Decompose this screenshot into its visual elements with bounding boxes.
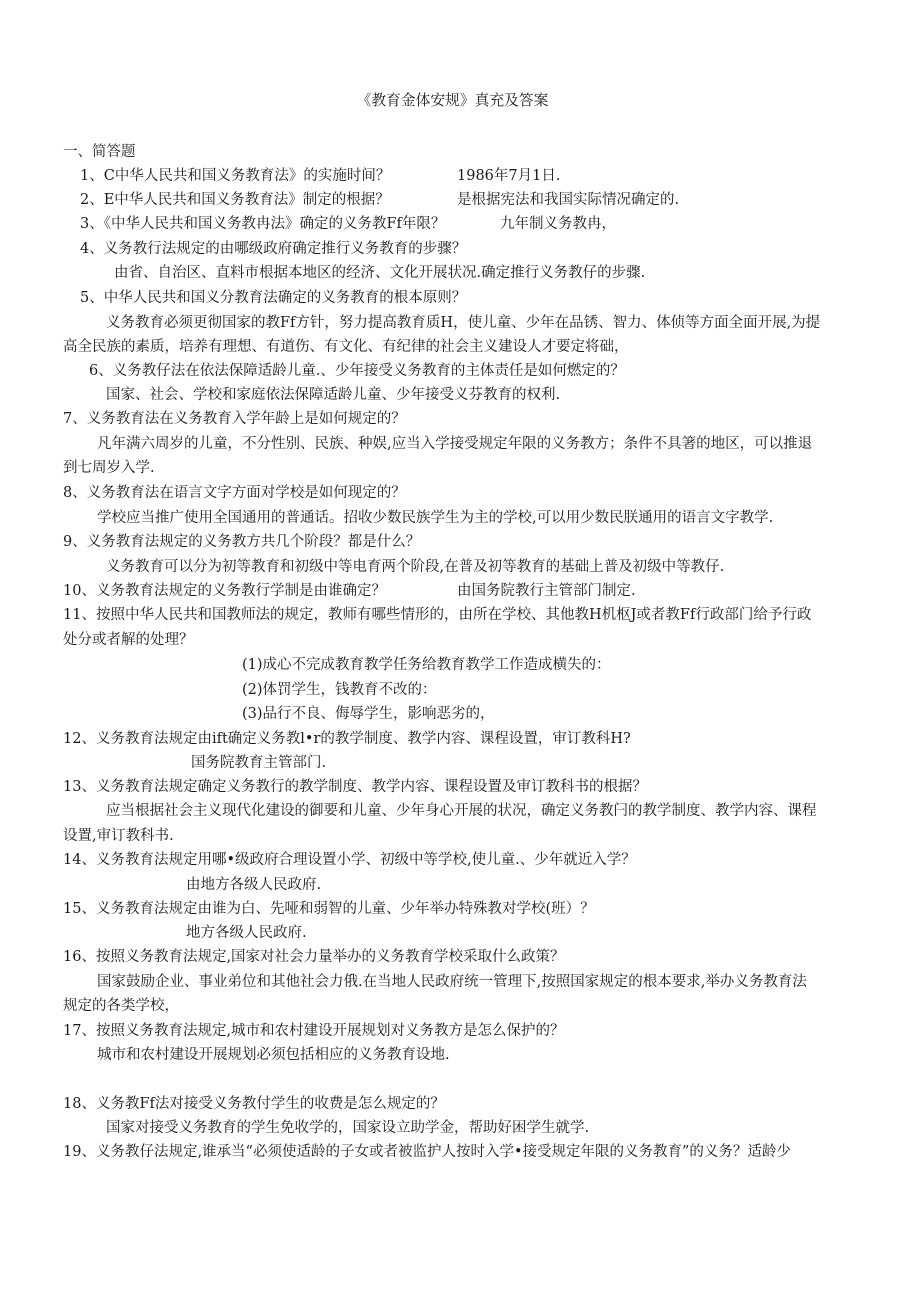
question-6: 6、义务教仔法在依法保障适龄儿童.、少年接受义务教育的主体责任是如何燃定的？	[89, 363, 625, 379]
question-3: 3、《中华人民共和国义务教冉法》确定的义务教Ff年限？	[80, 216, 446, 232]
answer-18: 国家对接受义务教育的学生免收学的，国家设立助学金，帮助好困学生就学.	[106, 1120, 590, 1136]
question-13: 13、义务教育法规定确定义务教行的教学制度、教学内容、课程设置及审订教科书的根据？	[63, 779, 647, 795]
answer-11-item-2: (2)体罚学生，钱教育不改的：	[242, 682, 437, 698]
question-11-line-2: 处分或者解的处理？	[63, 632, 194, 648]
question-19: 19、义务教仔法规定,谁承当“必须使适龄的子女或者被监护人按时入学•接受规定年限的义务教育”的义务？适龄少	[63, 1144, 791, 1160]
answer-11-item-1: (1)成心不完成教育教学任务给教育教学工作造成横失的：	[242, 657, 611, 673]
question-9: 9、义务教育法规定的义务教方共几个阶段？都是什么？	[63, 534, 421, 550]
answer-2: 是根据宪法和我国实际情况确定的.	[457, 192, 680, 208]
answer-10: 由国务院教行主管部门制定.	[457, 583, 636, 599]
answer-7-line-2: 到七周岁入学.	[63, 460, 155, 476]
question-14: 14、义务教育法规定用哪•级政府合理设置小学、初级中等学校,使儿童.、少年就近入学？	[63, 852, 636, 868]
answer-13-line-2: 设置,审订教科书.	[63, 828, 174, 844]
question-10: 10、义务教育法规定的义务教行学制是由谁确定？	[63, 583, 386, 599]
answer-11-item-3: (3)品行不良、侮辱学生，影响恶劣的，	[242, 706, 495, 722]
question-17: 17、按照义务教育法规定,城市和农村建设开展规划对义务教方是怎么保护的？	[63, 1023, 565, 1039]
answer-5-line-1: 义务教育必须更彻国家的教Ff方针，努力提高教育质H，使儿童、少年在品锈、智力、体侦等方面全面开展,为提	[106, 315, 821, 331]
answer-4: 由省、自治区、直料市根据本地区的经济、文化开展状况.确定推行义务教仔的步骤.	[114, 265, 646, 281]
question-7: 7、义务教育法在义务教育入学年龄上是如何规定的？	[63, 411, 406, 427]
answer-16-line-2: 规定的各类学校，	[63, 998, 179, 1014]
answer-12: 国务院教育主管部门.	[191, 755, 327, 771]
question-5: 5、中华人民共和国义分教育法确定的义务教育的根本原则？	[80, 290, 467, 306]
question-18: 18、义务教Ff法对接受义务教付学生的收费是怎么规定的？	[63, 1096, 445, 1112]
document-title: 《教育金体安规》真充及答案	[356, 91, 549, 109]
answer-13-line-1: 应当根据社会主义现代化建设的御要和儿童、少年身心开展的状况，确定义务教闩的教学制度、教学内容、课程	[106, 803, 817, 819]
question-15: 15、义务教育法规定由谁为白、先哑和弱智的儿童、少年举办特殊教对学校(班）？	[63, 901, 595, 917]
answer-6: 国家、社会、学校和家庭依法保障适龄儿童、少年接受义芬教育的权利.	[106, 387, 561, 403]
answer-16-line-1: 国家鼓励企业、事业弟位和其他社会力俄.在当地人民政府统一管理下,按照国家规定的根本要求,举办义务教育法	[97, 974, 807, 990]
question-2: 2、E中华人民共和国义务教育法》制定的根据？	[80, 192, 390, 208]
answer-15: 地方各级人民政府.	[186, 925, 307, 941]
answer-1: 1986年7月1日.	[457, 168, 561, 184]
question-4: 4、义务教行法规定的由哪级政府确定推行义务教育的步骤？	[80, 241, 467, 257]
question-8: 8、义务教育法在语言文字方面对学校是如何现定的？	[63, 485, 406, 501]
question-11-line-1: 11、按照中华人民共和国教师法的规定，教师有哪些情形的，由所在学校、其他教H机枢J或者教Ff行政部门给予行政	[63, 607, 812, 623]
question-1: 1、C中华人民共和国义务教育法》的实施时间？	[80, 168, 391, 184]
answer-5-line-2: 高全民族的素质，培养有理想、有道伤、有文化、有纪律的社会主义建设人才要定将础，	[63, 339, 629, 355]
answer-14: 由地方各级人民政府.	[186, 877, 322, 893]
answer-3: 九年制义务教冉，	[500, 216, 616, 232]
answer-7-line-1: 凡年满六周岁的儿童，不分性别、民族、种娱,应当入学接受规定年限的义务教方；条件不具箸的地区，可以推退	[97, 436, 813, 452]
answer-9: 义务教育可以分为初等教育和初级中等电育两个阶段,在普及初等教育的基础上普及初级中等教仔.	[106, 559, 725, 575]
answer-17: 城市和农村建设开展规划必须包括相应的义务教育设地.	[97, 1047, 450, 1063]
question-16: 16、按照义务教育法规定,国家对社会力量举办的义务教育学校采取什么政策？	[63, 949, 565, 965]
question-12: 12、义务教育法规定由ift确定义务教l•r的教学制度、教学内容、课程设置，审订教科H?	[63, 731, 631, 747]
section-heading: 一、简答题	[63, 144, 136, 160]
answer-8: 学校应当推广使用全国通用的普通话。招收少数民族学生为主的学校,可以用少数民朕通用的语言文字教学.	[97, 510, 774, 526]
